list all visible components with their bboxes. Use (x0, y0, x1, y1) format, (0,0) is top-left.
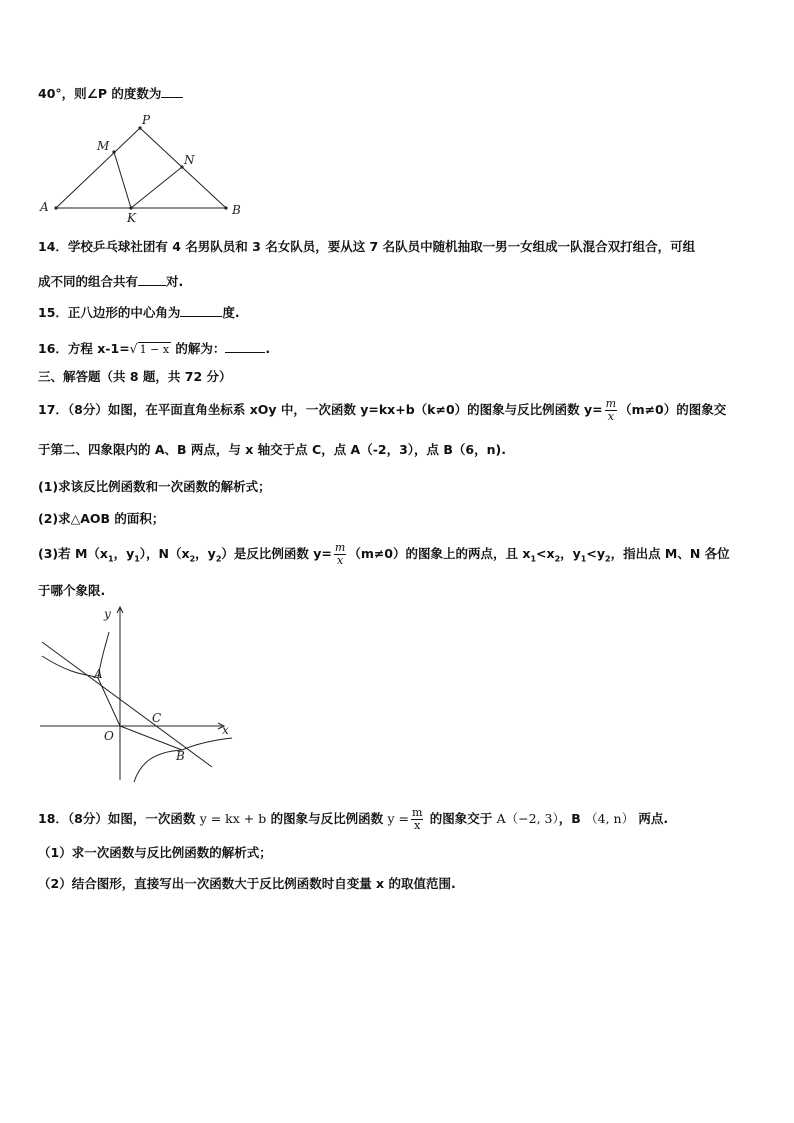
q16-post: 的解为： (171, 341, 226, 356)
sqrt-expression: √ 1 − x (129, 341, 170, 356)
label-o: O (104, 729, 114, 743)
section3-title: 三、解答题（共 8 题，共 72 分） (38, 369, 232, 384)
q18-pre: 18．（8分）如图，一次函数 (38, 811, 200, 826)
q17-part3-f: （m≠0）的图象上的两点，且 x (348, 546, 531, 561)
q17-part3-frac-num: m (334, 541, 346, 554)
q14-answer-blank (138, 271, 166, 286)
sub-x1-b: 1 (530, 554, 537, 564)
q15-pre: 15．正八边形的中心角为 (38, 305, 181, 320)
label-p: P (142, 113, 151, 127)
q18-mid: 的图象与反比例函数 (266, 811, 388, 826)
q17-line2: 于第二、四象限内的 A、B 两点，与 x 轴交于点 C，点 A（-2，3），点 B（6，n). (38, 442, 506, 457)
q17-part3-b: ，y (113, 546, 135, 561)
label-b: B (232, 203, 241, 217)
q15-post: 度. (222, 305, 240, 320)
segment-kn (131, 167, 182, 208)
q17-part3-line1 (38, 542, 730, 569)
sub-y2: 2 (215, 554, 222, 564)
q17-line1 (38, 398, 726, 423)
q17-part3-frac-den: x (336, 554, 344, 567)
sub-y2-b: 2 (605, 554, 611, 564)
q18-part2: （2）结合图形，直接写出一次函数大于反比例函数时自变量 x 的取值范围. (38, 876, 456, 891)
q17-part3-line2: 于哪个象限. (38, 583, 106, 598)
q18-post: 两点. (634, 811, 669, 826)
sub-x1: 1 (107, 554, 114, 564)
label-n: N (184, 153, 195, 167)
q17-part3-c: ），N（x (139, 546, 190, 561)
q16-pre: 16．方程 x-1= (38, 341, 130, 356)
label-b: B (176, 749, 185, 763)
q17-part1: (1)求该反比例函数和一次函数的解析式； (38, 479, 271, 494)
q18-eq1: y = kx + b (199, 811, 267, 826)
label-c: C (152, 711, 162, 725)
q14-line1: 14．学校乒乓球社团有 4 名男队员和 3 名女队员，要从这 7 名队员中随机抽取一男一女组成一队混合双打组合，可组 (38, 239, 696, 254)
q17-frac-num: m (605, 397, 617, 410)
q17-part3-j: ，指出点 M、N 各位 (610, 546, 730, 561)
q17-part3-h: ，y (560, 546, 581, 561)
q13-answer-blank (161, 83, 183, 98)
q18-sep: ，B (558, 811, 586, 826)
q17-line1-pre: 17．（8分）如图，在平面直角坐标系 xOy 中，一次函数 y=kx+b（k≠0）的图象与反比例函数 y= (38, 402, 603, 417)
q17-part3-g: <x (536, 546, 555, 561)
q17-fraction (605, 398, 617, 423)
q15-answer-blank (180, 302, 222, 317)
q17-frac-den: x (607, 410, 614, 423)
q17-part2: (2)求△AOB 的面积； (38, 511, 165, 526)
q18-mid2: 的图象交于 (425, 811, 497, 826)
sub-x2-b: 2 (554, 554, 561, 564)
q18-point-b: （4, n） (585, 811, 635, 826)
segment-oa (98, 678, 120, 726)
q18-eq2-pre: y = (387, 811, 409, 826)
q17-part3-e: ）是反比例函数 y= (221, 546, 332, 561)
q15-line (38, 302, 240, 322)
q14-line2-pre: 成不同的组合共有 (38, 274, 139, 289)
q17-part3-a: (3)若 M（x (38, 546, 108, 561)
q16-line (38, 338, 270, 359)
label-x: x (222, 723, 229, 737)
sub-y1-b: 1 (580, 554, 587, 564)
q13-tail-line (38, 83, 183, 103)
q18-point-a: A（−2, 3） (496, 811, 559, 826)
q14-line2 (38, 271, 183, 291)
q16-radicand: 1 − x (139, 343, 170, 356)
q18-frac-num: m (411, 806, 423, 819)
coordinate-figure (36, 604, 236, 789)
q18-frac-den: x (414, 819, 421, 832)
q17-part3-i: <y (586, 546, 605, 561)
q16-answer-blank (225, 338, 265, 353)
segment-mk (114, 152, 131, 208)
q18-line1 (38, 807, 668, 832)
label-a: A (94, 667, 103, 681)
q16-end: . (265, 341, 271, 356)
q17-part3-fraction (334, 542, 346, 567)
q17-part3-d: ，y (195, 546, 216, 561)
label-m: M (97, 139, 110, 153)
q17-line1-post: （m≠0）的图象交 (619, 402, 727, 417)
q13-tail-text: 40°，则∠P 的度数为 (38, 86, 162, 101)
sub-x2: 2 (189, 554, 196, 564)
triangle-figure (36, 110, 256, 225)
label-y: y (104, 607, 111, 621)
label-a: A (40, 200, 49, 214)
sub-y1: 1 (134, 554, 140, 564)
q18-part1: （1）求一次函数与反比例函数的解析式； (38, 845, 272, 860)
label-k: K (127, 211, 136, 225)
q18-fraction (411, 807, 423, 832)
q14-line2-post: 对. (166, 274, 184, 289)
